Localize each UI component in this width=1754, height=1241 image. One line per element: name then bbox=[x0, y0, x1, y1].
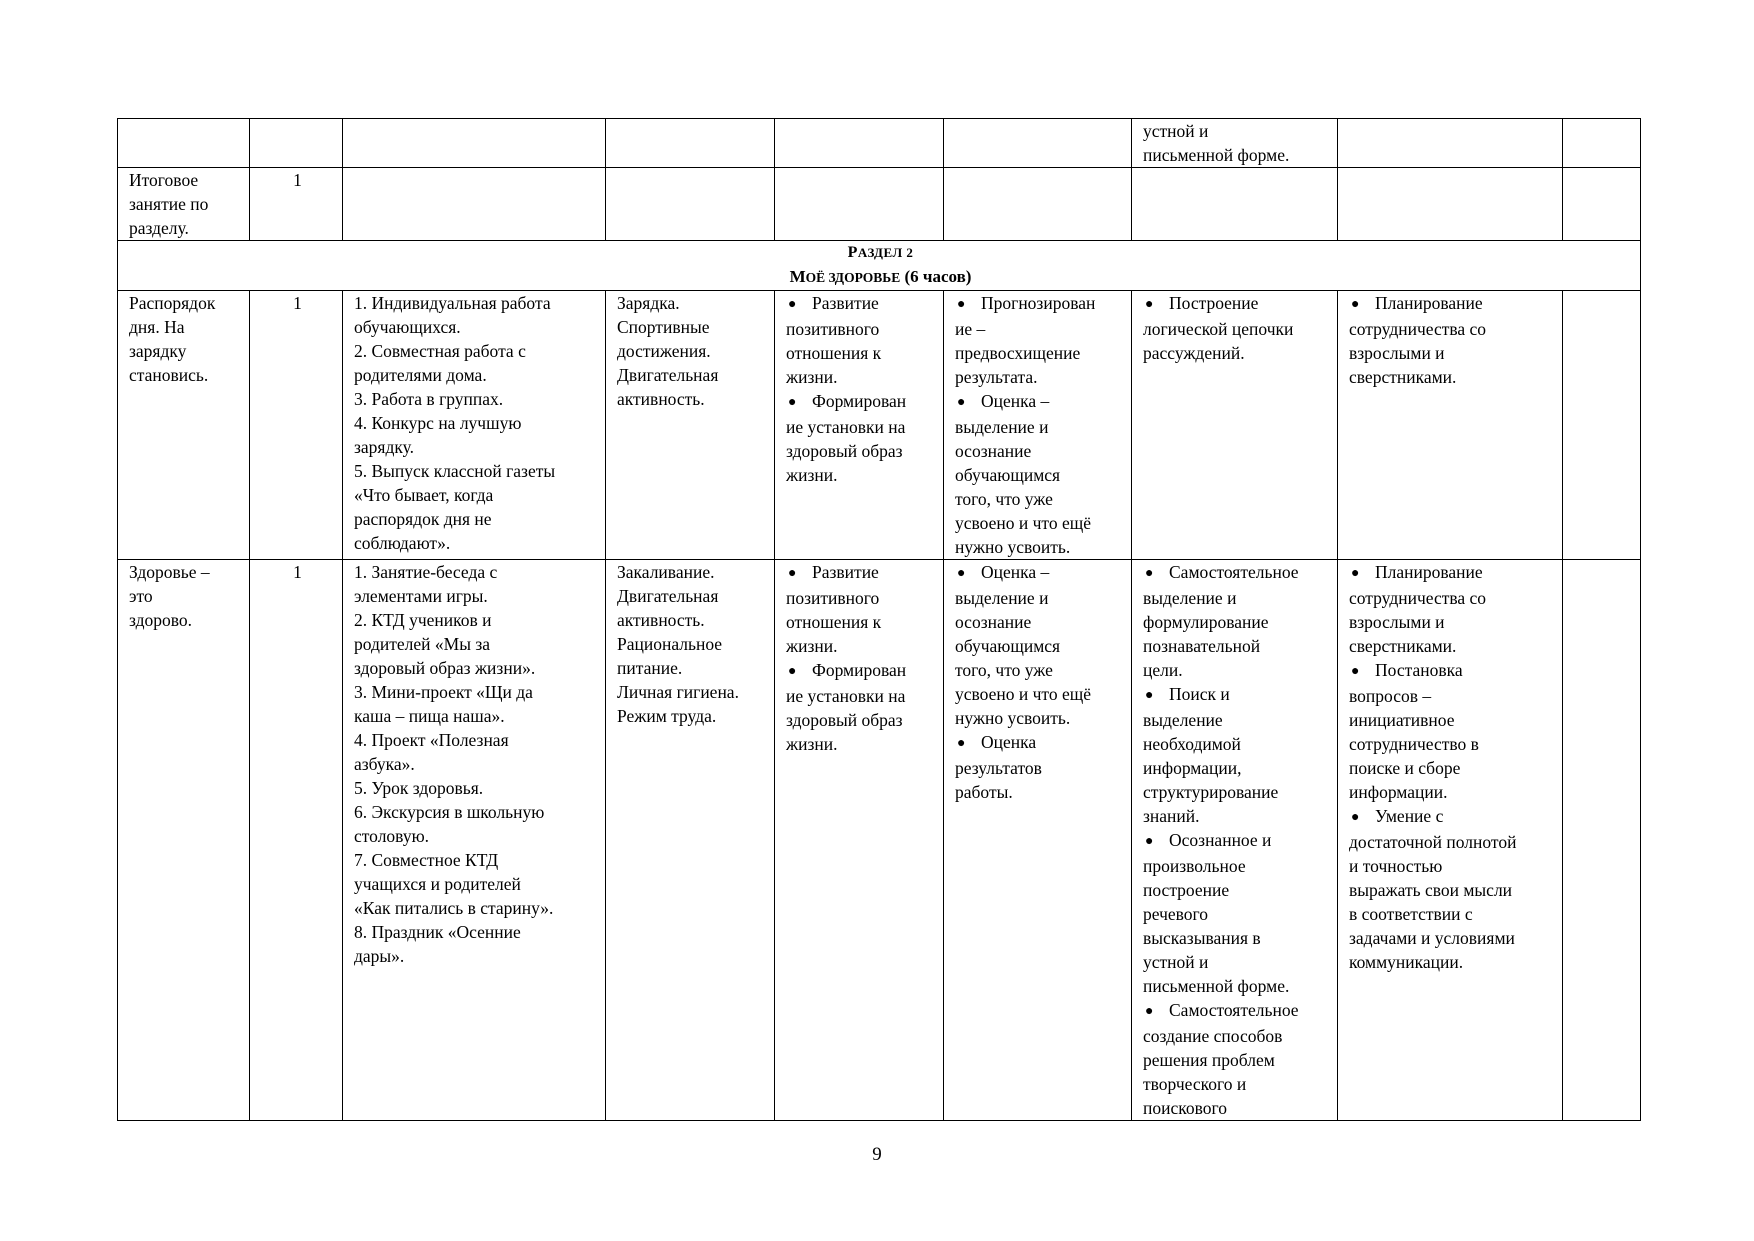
cell-line: активность. bbox=[617, 389, 705, 409]
cell-line: зарядку bbox=[129, 341, 187, 361]
cell-line: занятие по bbox=[129, 194, 209, 214]
cell-line: питание. bbox=[617, 658, 683, 678]
cell-line: отношения к bbox=[786, 612, 882, 632]
cell-cognitive-outcomes bbox=[1132, 560, 1338, 1121]
cell-line: становись. bbox=[129, 365, 209, 385]
cell-line: сверстниками. bbox=[1349, 367, 1457, 387]
cell-line: познавательной bbox=[1143, 636, 1261, 656]
section-subtitle: МОЁ ЗДОРОВЬЕ (6 часов) bbox=[789, 267, 972, 286]
bullet-item: ● Прогнозирован bbox=[955, 291, 1123, 317]
cell-line: цели. bbox=[1143, 660, 1183, 680]
cell-empty bbox=[343, 168, 606, 241]
cell-line: ие – bbox=[955, 319, 986, 339]
bullet-icon: ● bbox=[957, 736, 966, 751]
cell-line: задачами и условиями bbox=[1349, 928, 1515, 948]
cell-line: необходимой bbox=[1143, 734, 1241, 754]
page-number: 9 bbox=[872, 1144, 882, 1165]
cell-line: Режим труда. bbox=[617, 706, 717, 726]
cell-line: устной и bbox=[1143, 121, 1209, 141]
cell-line: обучающимся bbox=[955, 636, 1061, 656]
cell-empty bbox=[343, 119, 606, 168]
cell-line: 2. КТД учеников и bbox=[354, 610, 492, 630]
cell-empty bbox=[1338, 168, 1563, 241]
bullet-icon: ● bbox=[957, 566, 966, 581]
bullet-icon: ● bbox=[1145, 688, 1154, 703]
cell-line: Двигательная bbox=[617, 365, 719, 385]
cell-line: произвольное bbox=[1143, 856, 1246, 876]
cell-line: выделение и bbox=[1143, 588, 1237, 608]
section-title: РАЗДЕЛ 2 bbox=[847, 244, 914, 261]
bullet-icon: ● bbox=[1351, 566, 1360, 581]
cell-line: обучающимся bbox=[955, 465, 1061, 485]
cell-activities bbox=[343, 291, 606, 560]
bullet-item: ● Планирование bbox=[1349, 560, 1554, 586]
cell-topic bbox=[118, 168, 250, 241]
cell-line: азбука». bbox=[354, 754, 415, 774]
cell-line: жизни. bbox=[786, 734, 838, 754]
cell-activities bbox=[343, 560, 606, 1121]
cell-line: здоровый образ жизни». bbox=[354, 658, 536, 678]
bullet-item: ● Самостоятельное bbox=[1143, 998, 1329, 1024]
cell-line: ие установки на bbox=[786, 417, 906, 437]
cell-line: того, что уже bbox=[955, 489, 1053, 509]
cell-line: выделение и bbox=[955, 417, 1049, 437]
cell-line: усвоено и что ещё bbox=[955, 684, 1091, 704]
bullet-icon: ● bbox=[957, 297, 966, 312]
bullet-icon: ● bbox=[788, 297, 797, 312]
cell-line: 5. Урок здоровья. bbox=[354, 778, 484, 798]
cell-line: это bbox=[129, 586, 153, 606]
cell-line: осознание bbox=[955, 612, 1032, 632]
bullet-icon: ● bbox=[957, 395, 966, 410]
cell-line: 1. Занятие-беседа с bbox=[354, 562, 498, 582]
bullet-item: ● Поиск и bbox=[1143, 682, 1329, 708]
cell-line: Личная гигиена. bbox=[617, 682, 739, 702]
cell-topic bbox=[118, 291, 250, 560]
cell-empty bbox=[250, 119, 343, 168]
cell-line: разделу. bbox=[129, 218, 189, 238]
bullet-item: ● Постановка bbox=[1349, 658, 1554, 684]
cell-line: позитивного bbox=[786, 588, 880, 608]
cell-communicative-outcomes bbox=[1338, 291, 1563, 560]
cell-line: 4. Проект «Полезная bbox=[354, 730, 509, 750]
bullet-icon: ● bbox=[1145, 834, 1154, 849]
cell-hours: 1 bbox=[250, 291, 343, 560]
bullet-item: ● Оценка – bbox=[955, 389, 1123, 415]
bullet-icon: ● bbox=[788, 395, 797, 410]
bullet-item: ● Самостоятельное bbox=[1143, 560, 1329, 586]
cell-communicative-outcomes bbox=[1338, 560, 1563, 1121]
cell-cognitive-outcomes bbox=[1132, 291, 1338, 560]
table-row-continued bbox=[118, 119, 1641, 168]
cell-line: работы. bbox=[955, 782, 1013, 802]
cell-line: выражать свои мысли bbox=[1349, 880, 1513, 900]
cell-line: отношения к bbox=[786, 343, 882, 363]
cell-line: предвосхищение bbox=[955, 343, 1081, 363]
cell-empty bbox=[1563, 560, 1641, 1121]
cell-empty bbox=[1132, 168, 1338, 241]
cell-line: письменной форме. bbox=[1143, 145, 1290, 165]
cell-line: Здоровье – bbox=[129, 562, 210, 582]
cell-line: сотрудничества со bbox=[1349, 319, 1487, 339]
cell-line: родителей «Мы за bbox=[354, 634, 491, 654]
bullet-item: ● Осознанное и bbox=[1143, 828, 1329, 854]
cell-line: нужно усвоить. bbox=[955, 708, 1071, 728]
cell-empty bbox=[944, 168, 1132, 241]
cell-line: Зарядка. bbox=[617, 293, 680, 313]
cell-empty bbox=[1563, 291, 1641, 560]
bullet-item: ● Формирован bbox=[786, 389, 935, 415]
cell-empty bbox=[944, 119, 1132, 168]
bullet-item: ● Оценка bbox=[955, 730, 1123, 756]
cell-line: Итоговое bbox=[129, 170, 199, 190]
cell-line: зарядку. bbox=[354, 437, 415, 457]
cell-line: 4. Конкурс на лучшую bbox=[354, 413, 522, 433]
cell-line: построение bbox=[1143, 880, 1230, 900]
cell-line: «Что бывает, когда bbox=[354, 485, 494, 505]
cell-line: рассуждений. bbox=[1143, 343, 1245, 363]
cell-line: Двигательная bbox=[617, 586, 719, 606]
cell-line: знаний. bbox=[1143, 806, 1200, 826]
cell-line: результатов bbox=[955, 758, 1042, 778]
cell-line: жизни. bbox=[786, 465, 838, 485]
cell-empty bbox=[1563, 168, 1641, 241]
cell-line: Закаливание. bbox=[617, 562, 715, 582]
cell-line: вопросов – bbox=[1349, 686, 1432, 706]
lesson-plan-table bbox=[117, 118, 1641, 1121]
section-header bbox=[118, 241, 1641, 291]
cell-line: жизни. bbox=[786, 636, 838, 656]
cell-line: в соответствии с bbox=[1349, 904, 1473, 924]
cell-line: 1. Индивидуальная работа bbox=[354, 293, 551, 313]
cell-line: соблюдают». bbox=[354, 533, 451, 553]
cell-line: речевого bbox=[1143, 904, 1209, 924]
cell-line: устной и bbox=[1143, 952, 1209, 972]
bullet-icon: ● bbox=[788, 566, 797, 581]
cell-line: выделение bbox=[1143, 710, 1223, 730]
cell-empty bbox=[1563, 119, 1641, 168]
cell-line: 3. Мини-проект «Щи да bbox=[354, 682, 533, 702]
cell-line: достаточной полнотой bbox=[1349, 832, 1517, 852]
bullet-icon: ● bbox=[1145, 1004, 1154, 1019]
bullet-item: ● Планирование bbox=[1349, 291, 1554, 317]
cell-line: сотрудничество в bbox=[1349, 734, 1479, 754]
cell-line: Распорядок bbox=[129, 293, 216, 313]
cell-line: активность. bbox=[617, 610, 705, 630]
cell-line: достижения. bbox=[617, 341, 711, 361]
cell-line: дары». bbox=[354, 946, 405, 966]
cell-personal-outcomes bbox=[775, 560, 944, 1121]
cell-line: информации, bbox=[1143, 758, 1242, 778]
cell-line: столовую. bbox=[354, 826, 430, 846]
bullet-icon: ● bbox=[1145, 297, 1154, 312]
cell-cognitive-continued bbox=[1132, 119, 1338, 168]
cell-line: 5. Выпуск классной газеты bbox=[354, 461, 556, 481]
cell-line: взрослыми и bbox=[1349, 343, 1445, 363]
cell-line: того, что уже bbox=[955, 660, 1053, 680]
cell-line: здоровый образ bbox=[786, 710, 903, 730]
cell-line: здоровый образ bbox=[786, 441, 903, 461]
bullet-icon: ● bbox=[1351, 297, 1360, 312]
cell-line: усвоено и что ещё bbox=[955, 513, 1091, 533]
cell-line: учащихся и родителей bbox=[354, 874, 521, 894]
cell-line: 3. Работа в группах. bbox=[354, 389, 504, 409]
cell-line: распорядок дня не bbox=[354, 509, 492, 529]
cell-line: взрослыми и bbox=[1349, 612, 1445, 632]
cell-hours: 1 bbox=[250, 168, 343, 241]
cell-line: высказывания в bbox=[1143, 928, 1261, 948]
cell-line: сверстниками. bbox=[1349, 636, 1457, 656]
table-row-final-lesson bbox=[118, 168, 1641, 241]
cell-line: ие установки на bbox=[786, 686, 906, 706]
cell-line: Спортивные bbox=[617, 317, 710, 337]
bullet-item: ● Формирован bbox=[786, 658, 935, 684]
cell-line: поискового bbox=[1143, 1098, 1227, 1118]
cell-line: выделение и bbox=[955, 588, 1049, 608]
table-row-section-header bbox=[118, 241, 1641, 291]
cell-line: 8. Праздник «Осенние bbox=[354, 922, 521, 942]
cell-line: решения проблем bbox=[1143, 1050, 1275, 1070]
cell-line: коммуникации. bbox=[1349, 952, 1464, 972]
cell-line: и точностью bbox=[1349, 856, 1443, 876]
cell-line: структурирование bbox=[1143, 782, 1279, 802]
cell-line: нужно усвоить. bbox=[955, 537, 1071, 557]
cell-line: творческого и bbox=[1143, 1074, 1247, 1094]
bullet-item: ● Развитие bbox=[786, 291, 935, 317]
cell-line: дня. На bbox=[129, 317, 185, 337]
cell-line: инициативное bbox=[1349, 710, 1455, 730]
cell-line: 7. Совместное КТД bbox=[354, 850, 499, 870]
cell-empty bbox=[606, 119, 775, 168]
cell-empty bbox=[1338, 119, 1563, 168]
cell-line: сотрудничества со bbox=[1349, 588, 1487, 608]
cell-content bbox=[606, 560, 775, 1121]
cell-line: Рациональное bbox=[617, 634, 723, 654]
cell-line: родителями дома. bbox=[354, 365, 487, 385]
cell-hours: 1 bbox=[250, 560, 343, 1121]
cell-empty bbox=[775, 168, 944, 241]
bullet-icon: ● bbox=[1351, 810, 1360, 825]
cell-line: каша – пища наша». bbox=[354, 706, 505, 726]
cell-line: формулирование bbox=[1143, 612, 1269, 632]
bullet-item: ● Умение с bbox=[1349, 804, 1554, 830]
cell-line: позитивного bbox=[786, 319, 880, 339]
bullet-icon: ● bbox=[1145, 566, 1154, 581]
cell-line: 6. Экскурсия в школьную bbox=[354, 802, 545, 822]
cell-regulatory-outcomes bbox=[944, 560, 1132, 1121]
cell-line: жизни. bbox=[786, 367, 838, 387]
cell-line: «Как питались в старину». bbox=[354, 898, 554, 918]
bullet-item: ● Оценка – bbox=[955, 560, 1123, 586]
cell-personal-outcomes bbox=[775, 291, 944, 560]
bullet-icon: ● bbox=[788, 664, 797, 679]
cell-line: логической цепочки bbox=[1143, 319, 1294, 339]
bullet-item: ● Развитие bbox=[786, 560, 935, 586]
cell-empty bbox=[775, 119, 944, 168]
cell-line: 2. Совместная работа с bbox=[354, 341, 526, 361]
cell-line: результата. bbox=[955, 367, 1038, 387]
bullet-item: ● Построение bbox=[1143, 291, 1329, 317]
table-row bbox=[118, 560, 1641, 1121]
cell-empty bbox=[606, 168, 775, 241]
cell-line: письменной форме. bbox=[1143, 976, 1290, 996]
cell-line: элементами игры. bbox=[354, 586, 488, 606]
cell-line: создание способов bbox=[1143, 1026, 1283, 1046]
cell-line: здорово. bbox=[129, 610, 193, 630]
cell-content bbox=[606, 291, 775, 560]
cell-line: поиске и сборе bbox=[1349, 758, 1461, 778]
cell-empty bbox=[118, 119, 250, 168]
cell-line: информации. bbox=[1349, 782, 1448, 802]
cell-regulatory-outcomes bbox=[944, 291, 1132, 560]
cell-line: осознание bbox=[955, 441, 1032, 461]
table-row bbox=[118, 291, 1641, 560]
cell-topic bbox=[118, 560, 250, 1121]
cell-line: обучающихся. bbox=[354, 317, 461, 337]
bullet-icon: ● bbox=[1351, 664, 1360, 679]
